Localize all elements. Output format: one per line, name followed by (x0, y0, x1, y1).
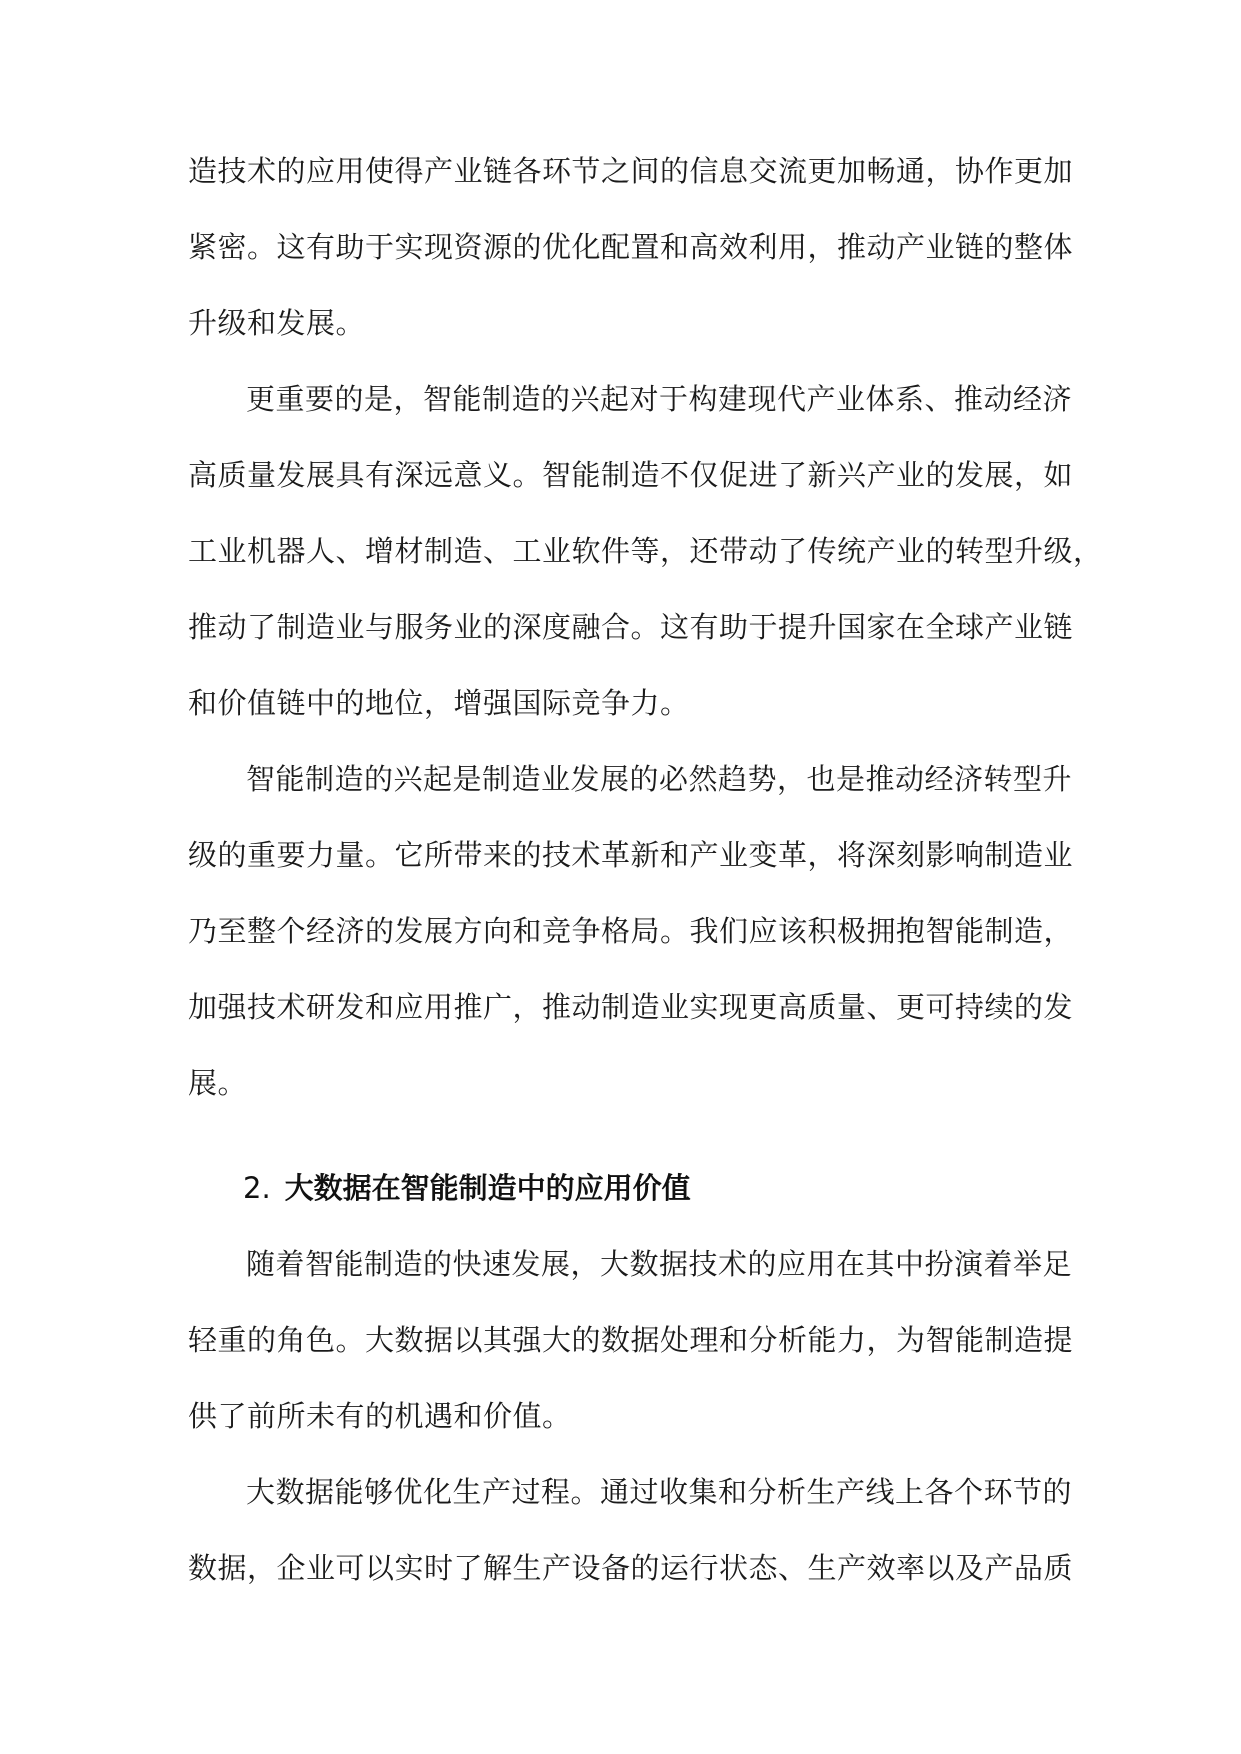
paragraph-line: 级的重要力量。它所带来的技术革新和产业变革，将深刻影响制造业 (188, 838, 1074, 872)
paragraph-line: 乃至整个经济的发展方向和竞争格局。我们应该积极拥抱智能制造， (188, 914, 1074, 948)
paragraph-line: 大数据能够优化生产过程。通过收集和分析生产线上各个环节的 (246, 1475, 1073, 1509)
paragraph-line: 工业机器人、增材制造、工业软件等，还带动了传统产业的转型升级， (188, 534, 1103, 568)
paragraph-line: 造技术的应用使得产业链各环节之间的信息交流更加畅通，协作更加 (188, 154, 1074, 188)
paragraph-line: 随着智能制造的快速发展，大数据技术的应用在其中扮演着举足 (246, 1247, 1073, 1281)
paragraph-line: 升级和发展。 (188, 306, 366, 340)
paragraph-line: 更重要的是，智能制造的兴起对于构建现代产业体系、推动经济 (246, 382, 1073, 416)
paragraph-line: 和价值链中的地位，增强国际竞争力。 (188, 686, 690, 720)
paragraph-line: 推动了制造业与服务业的深度融合。这有助于提升国家在全球产业链 (188, 610, 1074, 644)
paragraph-line: 轻重的角色。大数据以其强大的数据处理和分析能力，为智能制造提 (188, 1323, 1074, 1357)
paragraph-line: 智能制造的兴起是制造业发展的必然趋势，也是推动经济转型升 (246, 762, 1073, 796)
paragraph-line: 供了前所未有的机遇和价值。 (188, 1399, 572, 1433)
paragraph-line: 高质量发展具有深远意义。智能制造不仅促进了新兴产业的发展，如 (188, 458, 1074, 492)
paragraph-line: 紧密。这有助于实现资源的优化配置和高效利用，推动产业链的整体 (188, 230, 1074, 264)
paragraph-line: 展。 (188, 1066, 248, 1100)
paragraph-line: 数据，企业可以实时了解生产设备的运行状态、生产效率以及产品质 (188, 1551, 1074, 1585)
section-title: 大数据在智能制造中的应用价值 (284, 1171, 691, 1205)
section-number: 2. (243, 1171, 271, 1205)
paragraph-line: 加强技术研发和应用推广，推动制造业实现更高质量、更可持续的发 (188, 990, 1074, 1024)
section-heading (243, 1158, 691, 1218)
